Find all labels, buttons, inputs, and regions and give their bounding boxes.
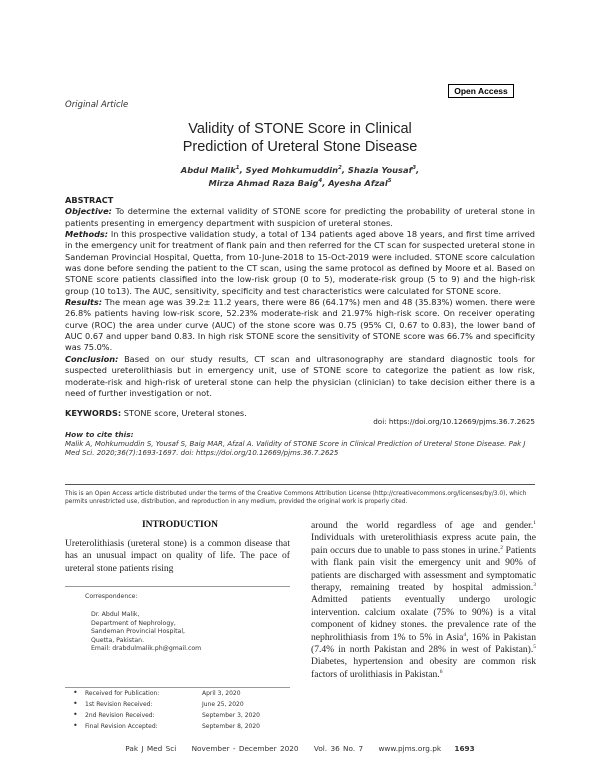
affiliation-mark: 2 [337, 165, 342, 172]
authors-line-1: Abdul Malik$^1$, Syed Mohkumuddin$^2$, Shazia Yousaf$^3$, [180, 165, 420, 175]
date-row [65, 699, 295, 710]
reference-mark: 6 [439, 668, 443, 675]
footer-website[interactable]: www.pjms.org.pk [378, 744, 442, 753]
page-number: 1693 [454, 744, 475, 753]
license-notice: This is an Open Access article distributed under the terms of the Creative Commons Attribution License (http://creativecommons.org/licenses/by/3.0), which permits unrestricted use, distribution, and reproduction in any medium, provided the original work is properly cited. [65, 491, 527, 505]
affiliation-mark: 4 [318, 178, 323, 185]
correspondence-box [65, 586, 290, 688]
how-to-cite-title: How to cite this: [65, 430, 134, 439]
author-name: Shazia Yousaf [347, 165, 413, 175]
title-line-2: Prediction of Ureteral Stone Disease [182, 139, 418, 155]
correspondence-hospital: Sandeman Provincial Hospital, [91, 628, 186, 636]
reference-mark: 5 [533, 643, 536, 650]
intro-text: Diabetes, hypertension and obesity are common risk factors of urolithiasis in Pakistan. [311, 656, 536, 680]
open-access-badge: Open Access [448, 84, 514, 98]
date-row [65, 721, 295, 732]
bullet-icon: • [73, 688, 78, 697]
how-to-cite-text: Malik A, Mohkumuddin S, Yousaf S, Baig MAR, Afzal A. Validity of STONE Score in Clinical Prediction of Ureteral Stone Disease. Pak J Med Sci. 2020;36(7):1693-1697. doi: https://doi.org/10.12669/pjms.36.7.2625 [65, 439, 526, 457]
author-name: Abdul Malik [180, 165, 236, 175]
date-value: April 3, 2020 [202, 690, 241, 697]
abstract-results [65, 297, 535, 354]
article-type-label: Original Article [65, 100, 129, 110]
affiliation-mark: 1 [235, 165, 240, 172]
date-label: 2nd Revision Received: [85, 712, 155, 719]
reference-mark: 1 [533, 519, 536, 526]
footer-volume: Vol. 36 No. 7 [313, 744, 364, 753]
abstract-conclusion [65, 354, 535, 399]
intro-text: around the world regardless of age and gender. [311, 520, 534, 531]
intro-text: Individuals with ureterolithiasis express acute pain, the pain occurs due to unable to pass stones in urine. [311, 532, 536, 556]
author-name: Mirza Ahmad Raza Baig [208, 178, 319, 188]
introduction-left-column: Ureterolithiasis (ureteral stone) is a common disease that has an unusual impact on quality of life. The pace of ureteral stone patients rising [65, 538, 290, 574]
date-label: 1st Revision Received: [85, 701, 153, 708]
results-label: Results: [65, 297, 103, 308]
abstract-section [65, 195, 535, 420]
footer-journal: Pak J Med Sci [125, 744, 177, 753]
page-footer [0, 744, 600, 753]
correspondence-name: Dr. Abdul Malik, [91, 611, 140, 618]
affiliation-mark: 5 [387, 178, 392, 185]
keywords-label: KEYWORDS: [65, 408, 122, 419]
submission-dates [65, 688, 295, 732]
intro-text: , 16% in Pakistan (7.4% in north Pakistan and 28% in west of Pakistan). [311, 631, 536, 656]
bullet-icon: • [73, 699, 78, 708]
keywords-text: STONE score, Ureteral stones. [123, 408, 247, 419]
correspondence-details [91, 611, 201, 654]
intro-text: Patients with flank pain visit the emergency unit and 90% of patients are discharged with assessment and symptomatic therapy, remaining treated by hospital admission. [311, 544, 536, 594]
objective-label: Objective: [65, 206, 112, 217]
bullet-icon: • [73, 710, 78, 719]
author-name: Ayesha Afzal [328, 178, 388, 188]
methods-label: Methods: [65, 229, 109, 240]
correspondence-city: Quetta, Pakistan. [91, 636, 145, 644]
date-value: September 3, 2020 [202, 712, 260, 719]
conclusion-text: Based on our study results, CT scan and ultrasonography are standard diagnostic tools for suspected ureterolithiasis but in emergency unit, use of STONE score to categorize the patient as low risk, moderate-risk and high-risk of ureteral stone can help the physician (clinician) to take decision either there is a need of further investigation or not. [65, 353, 535, 398]
abstract-methods [65, 229, 535, 297]
date-label: Received for Publication: [85, 690, 160, 697]
date-label: Final Revision Accepted: [85, 723, 158, 730]
date-value: September 8, 2020 [202, 723, 260, 730]
reference-mark: 2 [500, 544, 504, 551]
results-text: The mean age was 39.2± 11.2 years, there were 86 (64.17%) men and 48 (35.83%) women. there were 26.8% patients having low-risk score, 52.23% moderate-risk and 21.97% high-risk score. On receiver operating curve (ROC) the area under curve (AUC) of the stone score was 0.75 (95% CI, 0.67 to 0.83), the lower band of AUC 0.67 and upper band 0.83. In high risk STONE score the sensitivity of STONE score was 66.7% and specificity was 75.0%. [65, 297, 535, 353]
conclusion-label: Conclusion: [65, 353, 119, 364]
correspondence-email[interactable]: Email: drabdulmalik.ph@gmail.com [91, 645, 202, 653]
date-row [65, 688, 295, 699]
introduction-right-column [311, 520, 536, 681]
introduction-heading: INTRODUCTION [141, 520, 218, 530]
doi-link[interactable]: doi: https://doi.org/10.12669/pjms.36.7.2625 [373, 417, 535, 426]
bullet-icon: • [73, 721, 78, 730]
objective-text: To determine the external validity of STONE score for predicting the probability of ureteral stone in patients presenting in emergency department with suspicion of ureteral stones. [65, 206, 535, 228]
reference-mark: 4 [463, 631, 467, 638]
author-list [150, 164, 450, 190]
reference-mark: 3 [533, 581, 536, 588]
divider [65, 484, 535, 485]
authors-line-2: Mirza Ahmad Raza Baig$^4$, Ayesha Afzal$^5$ [208, 178, 392, 188]
how-to-cite [65, 430, 535, 459]
correspondence-dept: Department of Nephrology, [91, 619, 176, 627]
author-name: Syed Mohkumuddin [245, 165, 338, 175]
abstract-objective [65, 206, 535, 229]
date-value: June 25, 2020 [202, 701, 244, 708]
date-row [65, 710, 295, 721]
footer-issue: November - December 2020 [191, 744, 299, 753]
intro-text: Admitted patients eventually undergo urologic intervention. calcium oxalate (75% to 90%) is a vital component of kidney stones. the prevalence rate of the nephrolithiasis from 1% to 5% in Asia [311, 594, 536, 643]
methods-text: In this prospective validation study, a total of 134 patients aged above 18 years, and first time arrived in the emergency unit for treatment of flank pain and then referred for the CT scan for suspected ureteral stone in Sandeman Provincial Hospital, Quetta, from 10-June-2018 to 15-Oct-2019 were included. STONE score calculation was done before sending the patient to the CT scan, using the same protocol as defined by Moore et al. Based on STONE score patients classified into the low-risk group (0 to 5), moderate-risk group (5 to 9) and the high-risk group (10 to13). The AUC, sensitivity, specificity and test characteristics were calculated for STONE score. [65, 229, 536, 296]
article-title [150, 120, 450, 156]
abstract-heading: ABSTRACT [65, 195, 114, 205]
title-line-1: Validity of STONE Score in Clinical [188, 121, 412, 137]
correspondence-label: Correspondence: [85, 593, 138, 600]
affiliation-mark: 3 [412, 165, 417, 172]
